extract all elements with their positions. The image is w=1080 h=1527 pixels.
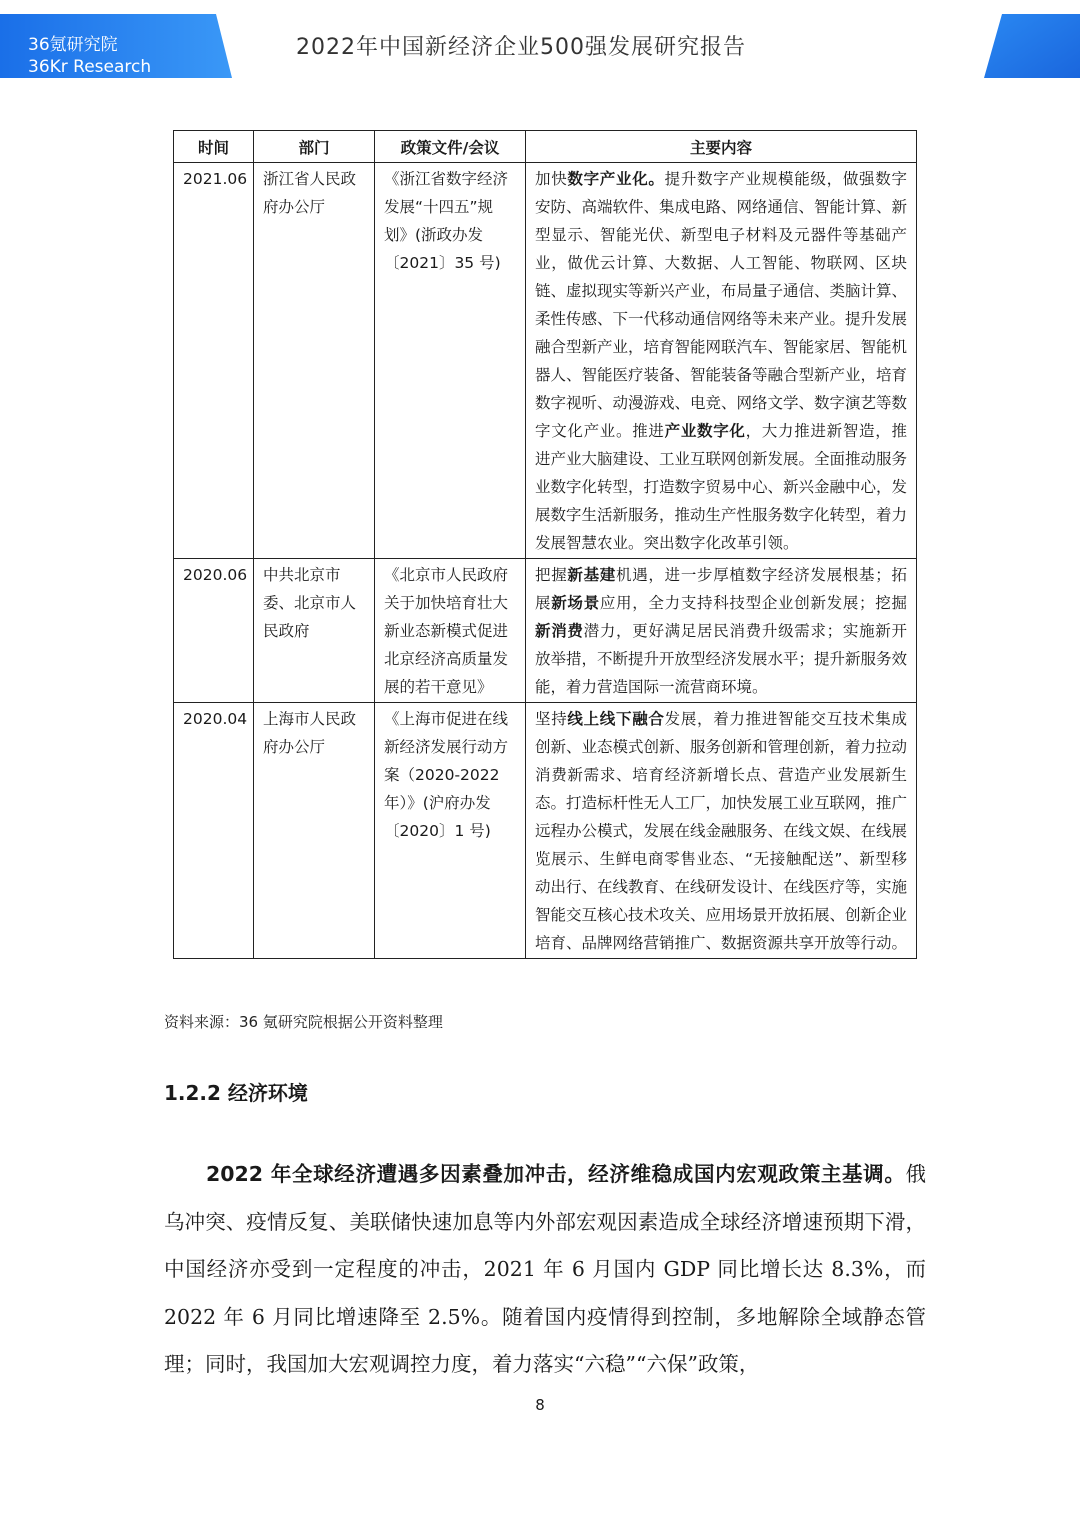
row-doc: 《浙江省数字经济发展“十四五”规划》(浙政办发〔2021〕35 号): [375, 163, 526, 559]
content-text: 提升数字产业规模能级，做强数字安防、高端软件、集成电路、网络通信、智能计算、新型显示、智能光伏、新型电子材料及元器件等基础产业，做优云计算、大数据、人工智能、物联网、区块链、虚拟现实等新兴产业，布局量子通信、类脑计算、柔性传感、下一代移动通信网络等未来产业。提升发展融合型新产业，培育智能网联汽车、智能家居、智能机器人、智能医疗装备、智能装备等融合型新产业，培育数字视听、动漫游戏、电竞、网络文学、数字演艺等数字文化产业。推进: [535, 170, 908, 440]
row-dept: 上海市人民政府办公厅: [254, 703, 375, 959]
row-time: 2020.04: [174, 703, 254, 959]
header-dept: 部门: [254, 131, 375, 163]
paragraph-body: 俄乌冲突、疫情反复、美联储快速加息等内外部宏观因素造成全球经济增速预期下滑，中国经济亦受到一定程度的冲击，2021 年 6 月国内 GDP 同比增长达 8.3%，而 2022 年 6 月同比增速降至 2.5%。随着国内疫情得到控制，多地解除全域静态管理；同时，我国加大宏观调控力度，着力落实“六稳”“六保”政策，: [164, 1162, 926, 1376]
brand-cn: 36氪研究院: [28, 35, 118, 55]
header-content: 主要内容: [526, 131, 917, 163]
paragraph-lead: 2022 年全球经济遭遇多因素叠加冲击，经济维稳成国内宏观政策主基调。: [206, 1162, 906, 1186]
header-brand-banner: [0, 14, 232, 78]
content-emphasis: 线上线下融合: [567, 710, 665, 728]
table-row: [174, 163, 917, 559]
section-heading: 1.2.2 经济环境: [164, 1081, 308, 1105]
table-header-row: [174, 131, 917, 163]
brand-logo-text: [28, 34, 151, 78]
content-text: ，大力推进新智造，推进产业大脑建设、工业互联网创新发展。全面推动服务业数字化转型，打造数字贸易中心、新兴金融中心，发展数字生活新服务，推动生产性服务数字化转型，着力发展智慧农业。突出数字化改革引领。: [535, 422, 908, 552]
header-time: 时间: [174, 131, 254, 163]
row-time: 2021.06: [174, 163, 254, 559]
content-emphasis: 数字产业化。: [567, 170, 665, 188]
page-number: 8: [535, 1396, 545, 1414]
content-text: 应用，全力支持科技型企业创新发展；挖掘: [599, 594, 907, 612]
content-emphasis: 新场景: [551, 594, 600, 612]
row-dept: 浙江省人民政府办公厅: [254, 163, 375, 559]
content-emphasis: 新基建: [567, 566, 617, 584]
brand-en: 36Kr Research: [28, 57, 152, 77]
content-text: 机遇，进一步厚植数字经济发展根基；拓展: [535, 566, 907, 612]
header-doc: 政策文件/会议: [375, 131, 526, 163]
table-row: [174, 703, 917, 959]
table-row: [174, 559, 917, 703]
content-emphasis: 新消费: [535, 622, 584, 640]
content-text: 把握: [535, 566, 568, 584]
source-note: 资料来源：36 氪研究院根据公开资料整理: [164, 1013, 443, 1031]
row-time: 2020.06: [174, 559, 254, 703]
content-text: 坚持: [535, 710, 568, 728]
header-corner-decoration: [984, 14, 1080, 78]
row-content: [526, 163, 917, 559]
content-text: 潜力，更好满足居民消费升级需求；实施新开放举措，不断提升开放型经济发展水平；提升新服务效能，着力营造国际一流营商环境。: [535, 622, 908, 696]
row-content: [526, 703, 917, 959]
policy-table: [173, 130, 917, 959]
content-emphasis: 产业数字化: [664, 422, 746, 440]
row-doc: 《北京市人民政府关于加快培育壮大新业态新模式促进北京经济高质量发展的若干意见》: [375, 559, 526, 703]
content-text: 加快: [535, 170, 568, 188]
row-doc: 《上海市促进在线新经济发展行动方案（2020-2022 年）》(沪府办发〔2020〕1 号): [375, 703, 526, 959]
corner-shape: [984, 14, 1080, 78]
report-title: 2022年中国新经济企业500强发展研究报告: [296, 35, 746, 60]
body-paragraph: [164, 1151, 926, 1389]
row-dept: 中共北京市委、北京市人民政府: [254, 559, 375, 703]
content-text: 发展，着力推进智能交互技术集成创新、业态模式创新、服务创新和管理创新，着力拉动消费新需求、培育经济新增长点、营造产业发展新生态。打造标杆性无人工厂，加快发展工业互联网，推广远程办公模式，发展在线金融服务、在线文娱、在线展览展示、生鲜电商零售业态、“无接触配送”、新型移动出行、在线教育、在线研发设计、在线医疗等，实施智能交互核心技术攻关、应用场景开放拓展、创新企业培育、品牌网络营销推广、数据资源共享开放等行动。: [535, 710, 908, 952]
row-content: [526, 559, 917, 703]
